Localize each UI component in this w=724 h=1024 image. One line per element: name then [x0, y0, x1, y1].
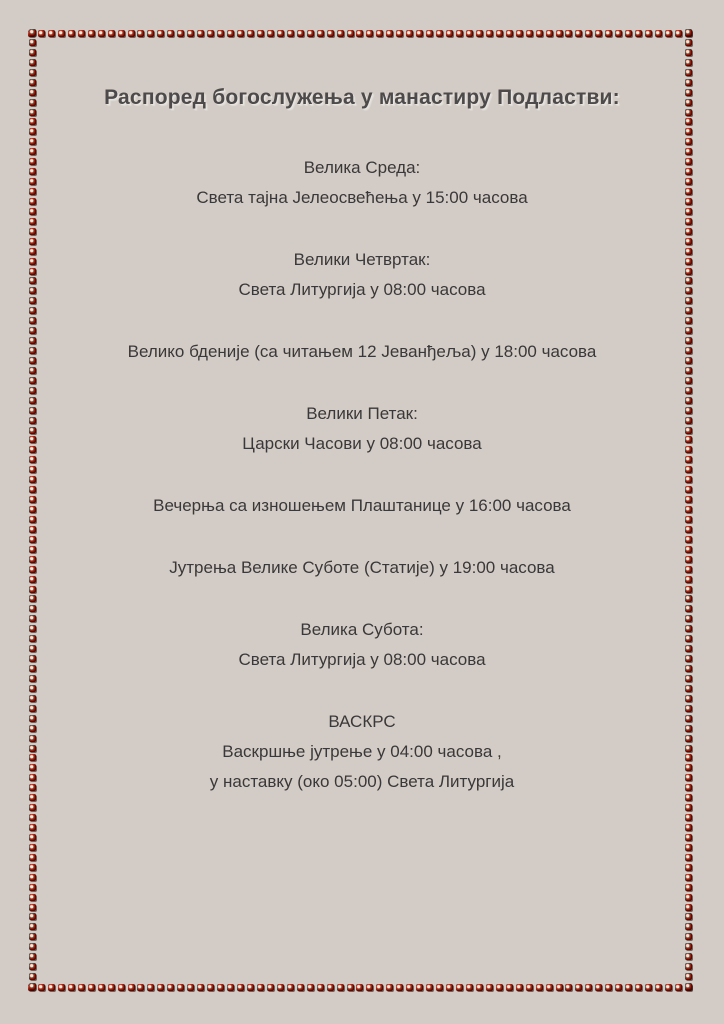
bead — [287, 984, 294, 991]
bead — [29, 188, 36, 195]
bead — [29, 307, 36, 314]
bead — [98, 984, 105, 991]
bead — [685, 953, 692, 960]
schedule-line: Велико бденије (са читањем 12 Јеванђеља) у 18:00 часова — [127, 342, 597, 361]
bead — [685, 476, 692, 483]
schedule-block-matins — [50, 553, 674, 583]
bead — [317, 984, 324, 991]
bead — [29, 248, 36, 255]
bead — [29, 79, 36, 86]
bead — [118, 984, 125, 991]
bead — [685, 59, 692, 66]
bead — [167, 984, 174, 991]
bead — [685, 69, 692, 76]
bead — [675, 984, 682, 991]
bead — [685, 923, 692, 930]
bead — [685, 99, 692, 106]
bead — [48, 984, 55, 991]
bead — [685, 655, 692, 662]
bead — [685, 884, 692, 891]
bead — [29, 69, 36, 76]
bead — [685, 824, 692, 831]
bead — [685, 913, 692, 920]
bead — [187, 984, 194, 991]
bead — [29, 546, 36, 553]
bead — [685, 89, 692, 96]
bead — [29, 615, 36, 622]
bead — [29, 456, 36, 463]
bead — [237, 984, 244, 991]
bead — [78, 984, 85, 991]
bead — [29, 794, 36, 801]
bead — [685, 118, 692, 125]
bead — [685, 49, 692, 56]
bead — [29, 904, 36, 911]
bead — [267, 984, 274, 991]
bead — [29, 128, 36, 135]
bead — [685, 297, 692, 304]
bead — [506, 984, 513, 991]
bead — [396, 984, 403, 991]
bead — [685, 268, 692, 275]
bead — [29, 258, 36, 265]
bead — [29, 745, 36, 752]
schedule-block-easter — [50, 707, 674, 797]
bead — [685, 984, 692, 991]
bead — [685, 208, 692, 215]
bead — [38, 30, 45, 37]
bead — [685, 248, 692, 255]
document-page — [50, 0, 674, 797]
bead — [29, 417, 36, 424]
bead — [416, 984, 423, 991]
bead — [29, 536, 36, 543]
bead — [665, 984, 672, 991]
bead — [29, 109, 36, 116]
schedule-line: Вечерња са изношењем Плаштанице у 16:00 часова — [153, 496, 571, 515]
bead — [29, 874, 36, 881]
bead — [595, 984, 602, 991]
bead — [526, 984, 533, 991]
bead — [496, 984, 503, 991]
bead — [29, 446, 36, 453]
bead — [29, 933, 36, 940]
bead — [28, 984, 35, 991]
bead — [29, 118, 36, 125]
bead — [29, 427, 36, 434]
bead — [685, 754, 692, 761]
bead — [356, 984, 363, 991]
bead — [297, 984, 304, 991]
bead — [207, 984, 214, 991]
bead — [29, 268, 36, 275]
bead — [29, 625, 36, 632]
bead — [29, 963, 36, 970]
bead — [29, 784, 36, 791]
schedule-day-heading: Велика Субота: — [300, 620, 424, 639]
bead — [546, 984, 553, 991]
bead — [29, 894, 36, 901]
schedule-block-vigil — [50, 337, 674, 367]
bead — [29, 923, 36, 930]
bead — [486, 984, 493, 991]
bead — [406, 984, 413, 991]
bead — [29, 228, 36, 235]
bead — [685, 943, 692, 950]
bead — [685, 407, 692, 414]
bead — [685, 218, 692, 225]
bead — [29, 287, 36, 294]
bead — [685, 128, 692, 135]
bead — [685, 148, 692, 155]
bead — [29, 168, 36, 175]
bead — [685, 29, 692, 36]
schedule-line: Царски Часови у 08:00 часова — [242, 434, 482, 453]
bead — [685, 277, 692, 284]
bead — [197, 984, 204, 991]
bead — [29, 764, 36, 771]
bead — [685, 536, 692, 543]
bead — [28, 30, 35, 37]
bead — [29, 337, 36, 344]
bead — [38, 984, 45, 991]
bead — [29, 476, 36, 483]
bead — [685, 586, 692, 593]
bead — [29, 526, 36, 533]
bead — [685, 357, 692, 364]
bead — [685, 725, 692, 732]
bead — [685, 456, 692, 463]
bead — [217, 984, 224, 991]
bead — [685, 158, 692, 165]
bead — [685, 874, 692, 881]
bead — [585, 984, 592, 991]
bead — [685, 417, 692, 424]
bead — [685, 258, 692, 265]
bead — [29, 705, 36, 712]
bead — [685, 794, 692, 801]
bead — [108, 984, 115, 991]
bead — [685, 337, 692, 344]
bead — [347, 984, 354, 991]
bead — [88, 984, 95, 991]
bead — [476, 984, 483, 991]
bead — [29, 983, 36, 990]
bead — [685, 904, 692, 911]
bead — [29, 466, 36, 473]
bead — [29, 277, 36, 284]
bead — [456, 984, 463, 991]
bead — [177, 984, 184, 991]
bead — [685, 854, 692, 861]
bead — [247, 984, 254, 991]
bead — [685, 963, 692, 970]
bead — [685, 486, 692, 493]
bead — [685, 814, 692, 821]
bead — [29, 178, 36, 185]
bead — [29, 774, 36, 781]
bead — [257, 984, 264, 991]
bead — [685, 347, 692, 354]
bead — [605, 984, 612, 991]
bead — [685, 983, 692, 990]
bead — [29, 238, 36, 245]
bead — [29, 834, 36, 841]
bead — [307, 984, 314, 991]
bead — [565, 984, 572, 991]
bead — [147, 984, 154, 991]
bead — [29, 804, 36, 811]
bead — [575, 984, 582, 991]
bead — [685, 695, 692, 702]
bead — [466, 984, 473, 991]
bead — [68, 984, 75, 991]
bead — [29, 99, 36, 106]
bead — [685, 317, 692, 324]
bead — [685, 178, 692, 185]
bead — [426, 984, 433, 991]
bead — [29, 595, 36, 602]
schedule-day-heading: Велики Петак: — [306, 404, 418, 423]
bead — [685, 804, 692, 811]
schedule-line: у наставку (око 05:00) Света Литургија — [209, 772, 515, 791]
bead — [29, 695, 36, 702]
bead — [685, 576, 692, 583]
bead — [366, 984, 373, 991]
bead — [29, 725, 36, 732]
bead — [29, 675, 36, 682]
schedule-block-holy-wednesday — [50, 153, 674, 213]
bead — [685, 39, 692, 46]
bead — [685, 864, 692, 871]
bead — [29, 317, 36, 324]
bead — [29, 436, 36, 443]
bead — [58, 984, 65, 991]
bead — [436, 984, 443, 991]
bead — [685, 894, 692, 901]
bead — [29, 814, 36, 821]
bead — [137, 984, 144, 991]
bead — [635, 984, 642, 991]
bead — [29, 367, 36, 374]
bead — [29, 556, 36, 563]
bead — [536, 984, 543, 991]
bead — [685, 387, 692, 394]
bead — [685, 30, 692, 37]
bead — [685, 436, 692, 443]
bead — [29, 347, 36, 354]
bead — [29, 953, 36, 960]
bead — [685, 238, 692, 245]
bead — [685, 188, 692, 195]
bead — [685, 138, 692, 145]
service-schedule — [50, 153, 674, 797]
bead — [337, 984, 344, 991]
bead — [29, 943, 36, 950]
bead — [685, 973, 692, 980]
bead — [685, 546, 692, 553]
schedule-block-holy-saturday — [50, 615, 674, 675]
bead — [685, 466, 692, 473]
bead — [128, 984, 135, 991]
bead — [29, 586, 36, 593]
bead — [29, 49, 36, 56]
bead — [556, 984, 563, 991]
bead — [685, 735, 692, 742]
bead — [29, 29, 36, 36]
bead — [655, 984, 662, 991]
schedule-block-vespers — [50, 491, 674, 521]
bead — [685, 198, 692, 205]
bead-border-left — [28, 29, 36, 991]
bead — [685, 615, 692, 622]
schedule-line: Света Литургија у 08:00 часова — [238, 280, 486, 299]
bead — [685, 933, 692, 940]
bead — [685, 745, 692, 752]
bead — [516, 984, 523, 991]
bead — [29, 39, 36, 46]
bead — [29, 864, 36, 871]
bead — [29, 218, 36, 225]
bead — [29, 913, 36, 920]
bead — [29, 655, 36, 662]
bead — [29, 685, 36, 692]
bead — [685, 367, 692, 374]
bead — [157, 984, 164, 991]
bead — [685, 774, 692, 781]
bead — [685, 665, 692, 672]
bead — [685, 377, 692, 384]
bead — [29, 357, 36, 364]
bead — [227, 984, 234, 991]
bead — [29, 198, 36, 205]
bead — [29, 397, 36, 404]
bead — [29, 665, 36, 672]
bead — [29, 516, 36, 523]
bead — [685, 834, 692, 841]
schedule-day-heading: ВАСКРС — [328, 712, 396, 731]
page-title: Распоред богослужења у манастиру Подластви: — [104, 86, 620, 109]
bead — [685, 566, 692, 573]
bead — [685, 397, 692, 404]
schedule-block-holy-thursday — [50, 245, 674, 305]
bead — [29, 138, 36, 145]
schedule-day-heading: Велика Среда: — [303, 158, 421, 177]
schedule-line: Васкршње јутрење у 04:00 часова , — [222, 742, 502, 761]
bead — [29, 327, 36, 334]
bead-border-right — [684, 29, 692, 991]
bead — [29, 844, 36, 851]
bead — [645, 984, 652, 991]
bead — [685, 556, 692, 563]
bead — [685, 675, 692, 682]
bead — [446, 984, 453, 991]
bead — [685, 844, 692, 851]
bead — [29, 566, 36, 573]
bead — [685, 506, 692, 513]
bead — [327, 984, 334, 991]
bead — [29, 297, 36, 304]
bead — [29, 387, 36, 394]
bead — [29, 824, 36, 831]
schedule-line: Света тајна Јелеосвећења у 15:00 часова — [196, 188, 528, 207]
bead — [29, 486, 36, 493]
bead — [277, 984, 284, 991]
bead — [685, 784, 692, 791]
bead — [29, 645, 36, 652]
bead — [685, 764, 692, 771]
bead — [685, 168, 692, 175]
bead — [685, 287, 692, 294]
bead — [29, 496, 36, 503]
bead — [376, 984, 383, 991]
bead — [685, 685, 692, 692]
bead — [685, 79, 692, 86]
bead — [29, 89, 36, 96]
bead — [675, 30, 682, 37]
bead — [685, 635, 692, 642]
bead — [685, 715, 692, 722]
bead — [615, 984, 622, 991]
bead — [685, 705, 692, 712]
bead — [29, 576, 36, 583]
bead — [29, 158, 36, 165]
schedule-block-good-friday — [50, 399, 674, 459]
bead — [386, 984, 393, 991]
bead-border-bottom — [28, 983, 692, 991]
bead — [685, 625, 692, 632]
bead — [29, 506, 36, 513]
bead — [29, 148, 36, 155]
bead — [685, 496, 692, 503]
bead — [29, 754, 36, 761]
bead — [29, 377, 36, 384]
bead — [685, 446, 692, 453]
bead — [29, 59, 36, 66]
bead — [685, 307, 692, 314]
bead — [685, 645, 692, 652]
schedule-line: Света Литургија у 08:00 часова — [238, 650, 486, 669]
bead — [29, 635, 36, 642]
bead — [29, 208, 36, 215]
bead — [625, 984, 632, 991]
bead — [29, 407, 36, 414]
bead — [685, 427, 692, 434]
schedule-day-heading: Велики Четвртак: — [293, 250, 431, 269]
bead — [685, 526, 692, 533]
bead — [29, 605, 36, 612]
bead — [685, 516, 692, 523]
bead — [685, 109, 692, 116]
bead — [29, 715, 36, 722]
bead — [685, 595, 692, 602]
bead — [29, 735, 36, 742]
bead — [685, 228, 692, 235]
bead — [685, 327, 692, 334]
bead — [29, 884, 36, 891]
schedule-line: Јутрења Велике Суботе (Статије) у 19:00 часова — [169, 558, 555, 577]
bead — [29, 973, 36, 980]
bead — [29, 854, 36, 861]
bead — [685, 605, 692, 612]
